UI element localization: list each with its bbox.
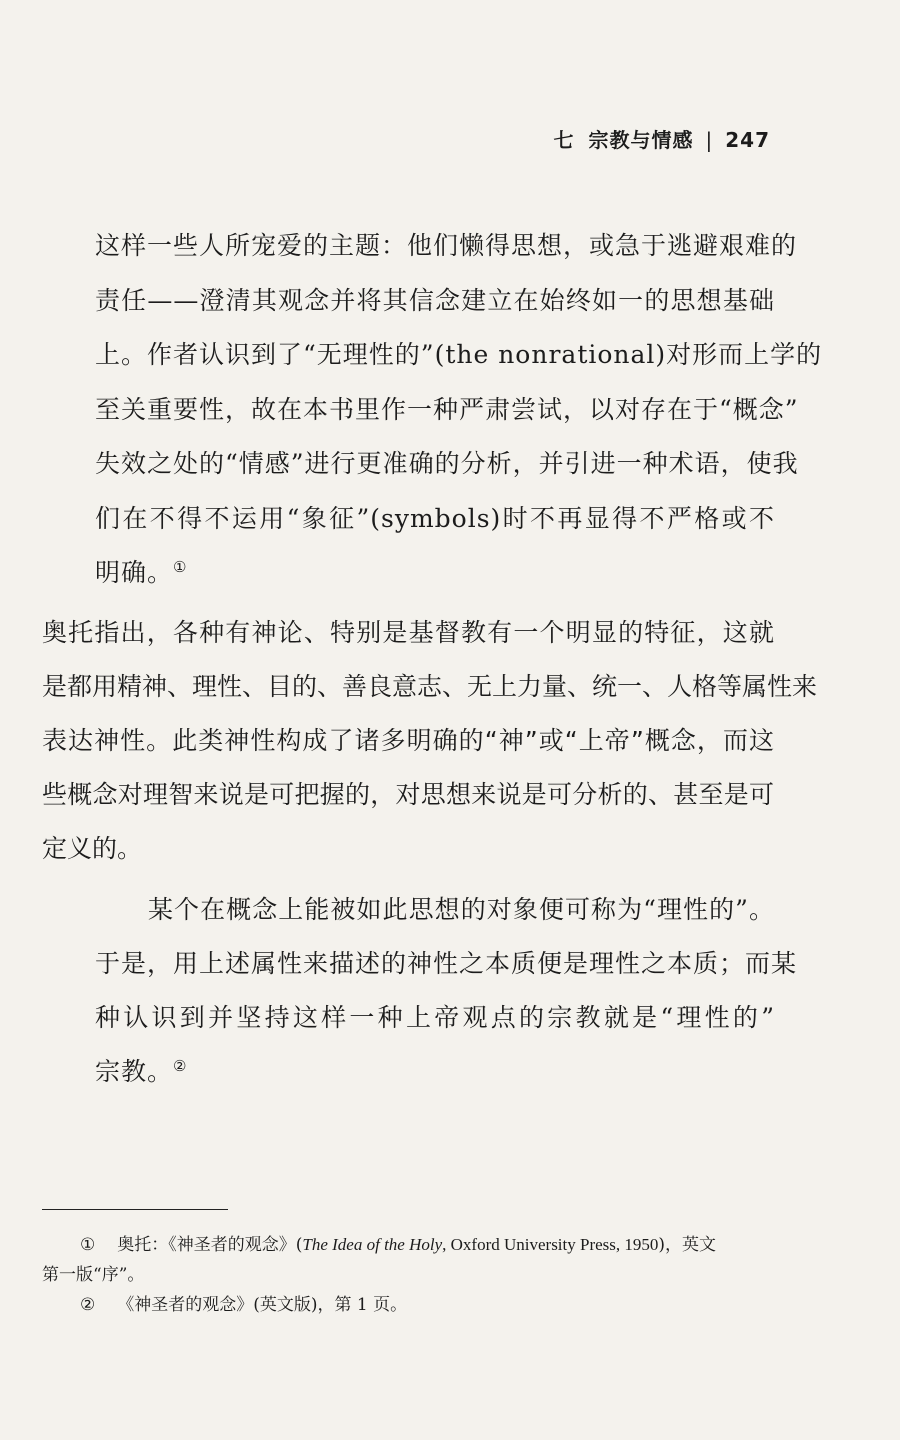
quote2-line-1: 某个在概念上能被如此思想的对象便可称为“理性的”。 [148,895,775,924]
quote1-line-3: 上。作者认识到了“无理性的”(the nonrational)对形而上学的 [95,340,823,369]
running-head-separator: | [705,128,714,152]
footnote-2 [80,1292,407,1318]
quote2-line-4-text: 宗教。 [95,1057,174,1086]
footnote-ref-1: ① [173,558,188,576]
footnote-1-suffix: )，英文 [658,1235,717,1255]
body-line-3: 表达神性。此类神性构成了诸多明确的“神”或“上帝”概念，而这 [42,726,774,755]
running-head [554,124,771,153]
quote1-line-5: 失效之处的“情感”进行更准确的分析，并引进一种术语，使我 [95,449,799,478]
footnote-rule [42,1209,228,1210]
footnote-1-continuation: 第一版“序”。 [42,1265,145,1285]
footnote-2-number: ② [80,1295,96,1315]
body-line-5: 定义的。 [42,834,143,863]
quote1-line-1: 这样一些人所宠爱的主题：他们懒得思想，或急于逃避艰难的 [95,231,798,260]
body-line-1: 奥托指出，各种有神论、特别是基督教有一个明显的特征，这就 [42,618,774,647]
quote2-line-3: 种认识到并坚持这样一种上帝观点的宗教就是“理性的” [95,1003,775,1032]
quote1-line-2: 责任——澄清其观念并将其信念建立在始终如一的思想基础 [95,286,775,315]
quote1-line-4: 至关重要性，故在本书里作一种严肃尝试，以对存在于“概念” [95,395,799,424]
quote2-line-4 [95,1056,775,1088]
chapter-title: 宗教与情感 [588,128,694,152]
footnote-2-text: 《神圣者的观念》(英文版)，第 1 页。 [117,1295,408,1315]
quote1-line-6: 们在不得不运用“象征”(symbols)时不再显得不严格或不 [95,504,775,533]
page-number: 247 [725,128,770,152]
quote1-line-7 [95,557,775,589]
footnote-1 [80,1232,716,1258]
body-line-2: 是都用精神、理性、目的、善良意志、无上力量、统一、人格等属性来 [42,672,818,701]
footnote-ref-2: ② [173,1057,188,1075]
footnote-1-prefix: 奥托：《神圣者的观念》( [117,1235,303,1255]
body-line-4: 些概念对理智来说是可把握的，对思想来说是可分析的、甚至是可 [42,780,774,809]
quote2-line-2: 于是，用上述属性来描述的神性之本质便是理性之本质；而某 [95,949,798,978]
footnote-1-number: ① [80,1235,96,1255]
quote1-line-7-text: 明确。 [95,558,174,587]
footnote-1-publisher: , Oxford University Press, 1950 [442,1235,659,1254]
footnote-1-title-en: The Idea of the Holy [302,1235,443,1254]
chapter-number: 七 [553,128,575,152]
